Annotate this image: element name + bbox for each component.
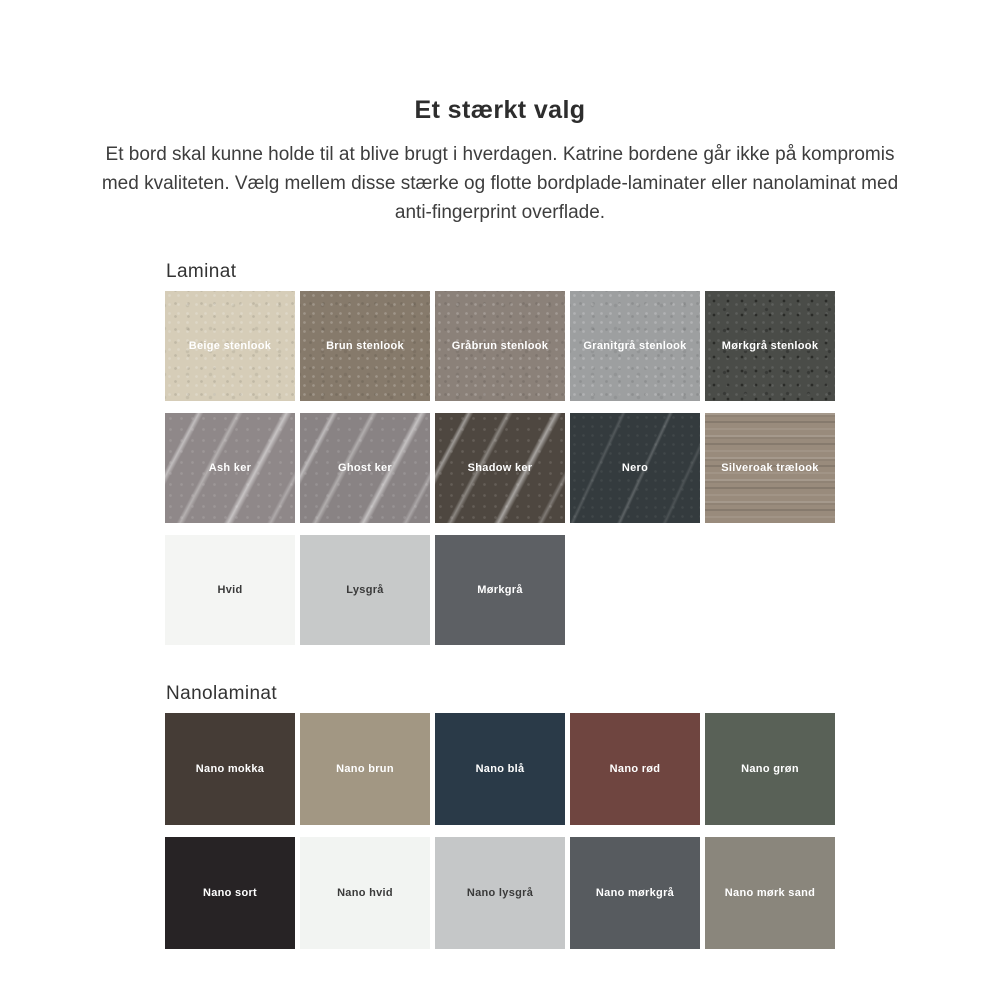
swatch-shadow-ker: [435, 413, 565, 523]
swatch-label: Granitgrå stenlook: [583, 340, 687, 352]
swatch-label: Ghost ker: [337, 462, 393, 474]
swatch-nano-mokka: [165, 713, 295, 825]
swatch-label: Nano brun: [336, 763, 394, 775]
section-nanolaminat: [165, 683, 840, 949]
swatch-label: Gråbrun stenlook: [451, 340, 549, 352]
swatch-nano-grøn: [705, 713, 835, 825]
swatch-nano-mørkgrå: [570, 837, 700, 949]
intro-text: Et bord skal kunne holde til at blive brugt i hverdagen. Katrine bordene går ikke på kompromis med kvaliteten. Vælg mellem disse stærke og flotte bordplade-laminater eller nanolaminat med anti-fingerprint overflade.: [101, 144, 899, 223]
swatch-gråbrun-stenlook: [435, 291, 565, 401]
swatch-nano-sort: [165, 837, 295, 949]
swatch-label: Nano mørk sand: [724, 887, 816, 899]
swatch-label: Nano blå: [475, 763, 525, 775]
swatch-mørkgrå: [435, 535, 565, 645]
swatch-nano-lysgrå: [435, 837, 565, 949]
swatch-mørkgrå-stenlook: [705, 291, 835, 401]
swatch-nano-hvid: [300, 837, 430, 949]
swatch-label: Lysgrå: [346, 584, 384, 596]
swatch-label: Nano hvid: [337, 887, 393, 899]
page-header: [0, 0, 1000, 227]
swatch-label: Brun stenlook: [326, 340, 404, 352]
swatch-nano-mørk-sand: [705, 837, 835, 949]
swatch-label: Nano mørkgrå: [595, 887, 675, 899]
swatch-label: Ash ker: [208, 462, 252, 474]
section-heading-nanolaminat: Nanolaminat: [166, 683, 278, 704]
swatch-grid-nanolaminat: [165, 713, 840, 949]
swatch-granitgrå-stenlook: [570, 291, 700, 401]
swatch-grid-laminat: [165, 291, 840, 645]
section-laminat: [165, 261, 840, 645]
swatch-label: Mørkgrå: [477, 584, 523, 596]
swatch-nano-blå: [435, 713, 565, 825]
swatch-nano-brun: [300, 713, 430, 825]
swatch-nano-rød: [570, 713, 700, 825]
swatch-label: Nano grøn: [741, 763, 799, 775]
swatch-label: Hvid: [217, 584, 243, 596]
swatch-label: Nero: [621, 462, 649, 474]
swatch-hvid: [165, 535, 295, 645]
swatch-nero: [570, 413, 700, 523]
swatch-ghost-ker: [300, 413, 430, 523]
swatch-label: Nano sort: [202, 887, 258, 899]
swatch-ash-ker: [165, 413, 295, 523]
swatch-lysgrå: [300, 535, 430, 645]
section-heading-laminat: Laminat: [166, 261, 237, 282]
swatch-sections: [165, 261, 840, 949]
page-title: Et stærkt valg: [414, 96, 586, 124]
swatch-label: Nano rød: [609, 763, 661, 775]
swatch-beige-stenlook: [165, 291, 295, 401]
swatch-label: Beige stenlook: [188, 340, 272, 352]
swatch-label: Nano lysgrå: [466, 887, 534, 899]
swatch-label: Nano mokka: [195, 763, 265, 775]
swatch-label: Shadow ker: [467, 462, 533, 474]
swatch-silveroak-trælook: [705, 413, 835, 523]
swatch-brun-stenlook: [300, 291, 430, 401]
swatch-label: Mørkgrå stenlook: [721, 340, 819, 352]
swatch-label: Silveroak trælook: [721, 462, 819, 474]
